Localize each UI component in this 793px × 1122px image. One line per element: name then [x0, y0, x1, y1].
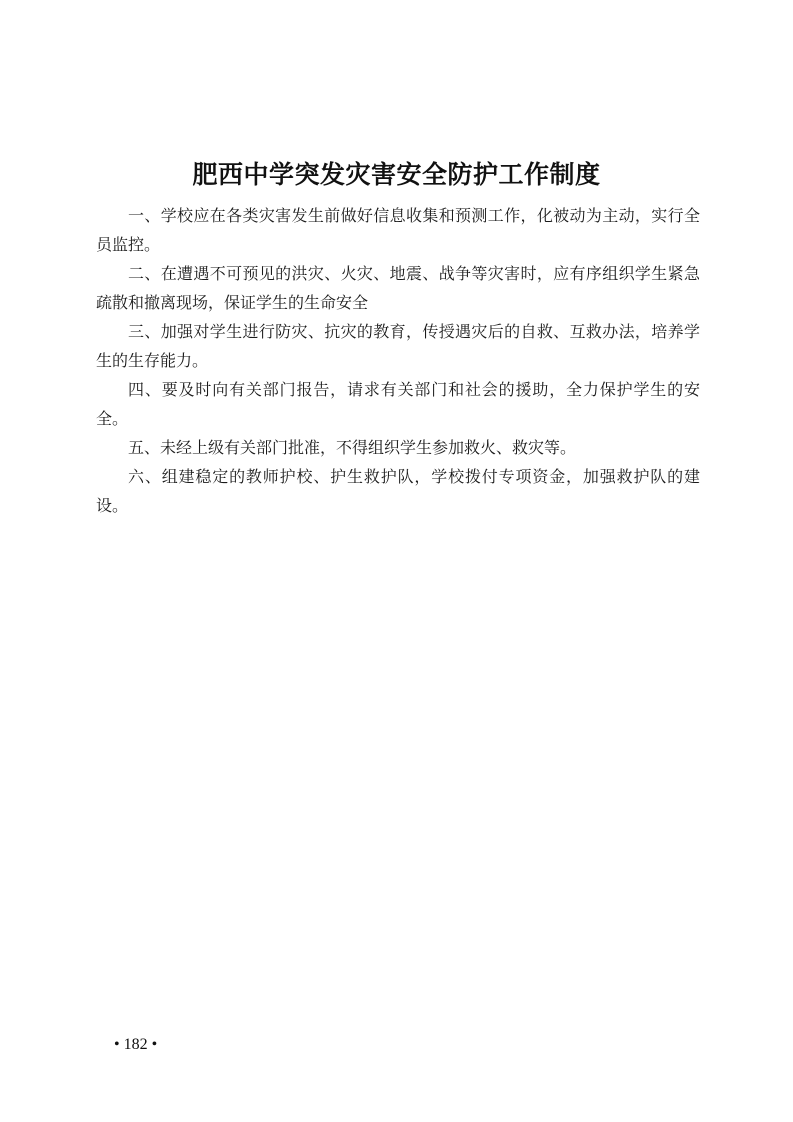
paragraph-5: 五、未经上级有关部门批准，不得组织学生参加救火、救灾等。	[128, 438, 577, 457]
page-number: • 182 •	[114, 1036, 158, 1053]
paragraph-4: 四、要及时向有关部门报告，请求有关部门和社会的援助，全力保护学生的安全。	[96, 380, 700, 428]
paragraph-2: 二、在遭遇不可预见的洪灾、火灾、地震、战争等灾害时，应有序组织学生紧急疏散和撤离现场，保证学生的生命安全	[96, 264, 700, 312]
page-title: 肥西中学突发灾害安全防护工作制度	[192, 159, 601, 189]
paragraph-1: 一、学校应在各类灾害发生前做好信息收集和预测工作，化被动为主动，实行全员监控。	[96, 206, 700, 254]
paragraph-3: 三、加强对学生进行防灾、抗灾的教育，传授遇灾后的自救、互救办法，培养学生的生存能力。	[96, 322, 700, 370]
document-body	[96, 201, 700, 520]
paragraph-6: 六、组建稳定的教师护校、护生救护队，学校拨付专项资金，加强救护队的建设。	[96, 467, 700, 515]
